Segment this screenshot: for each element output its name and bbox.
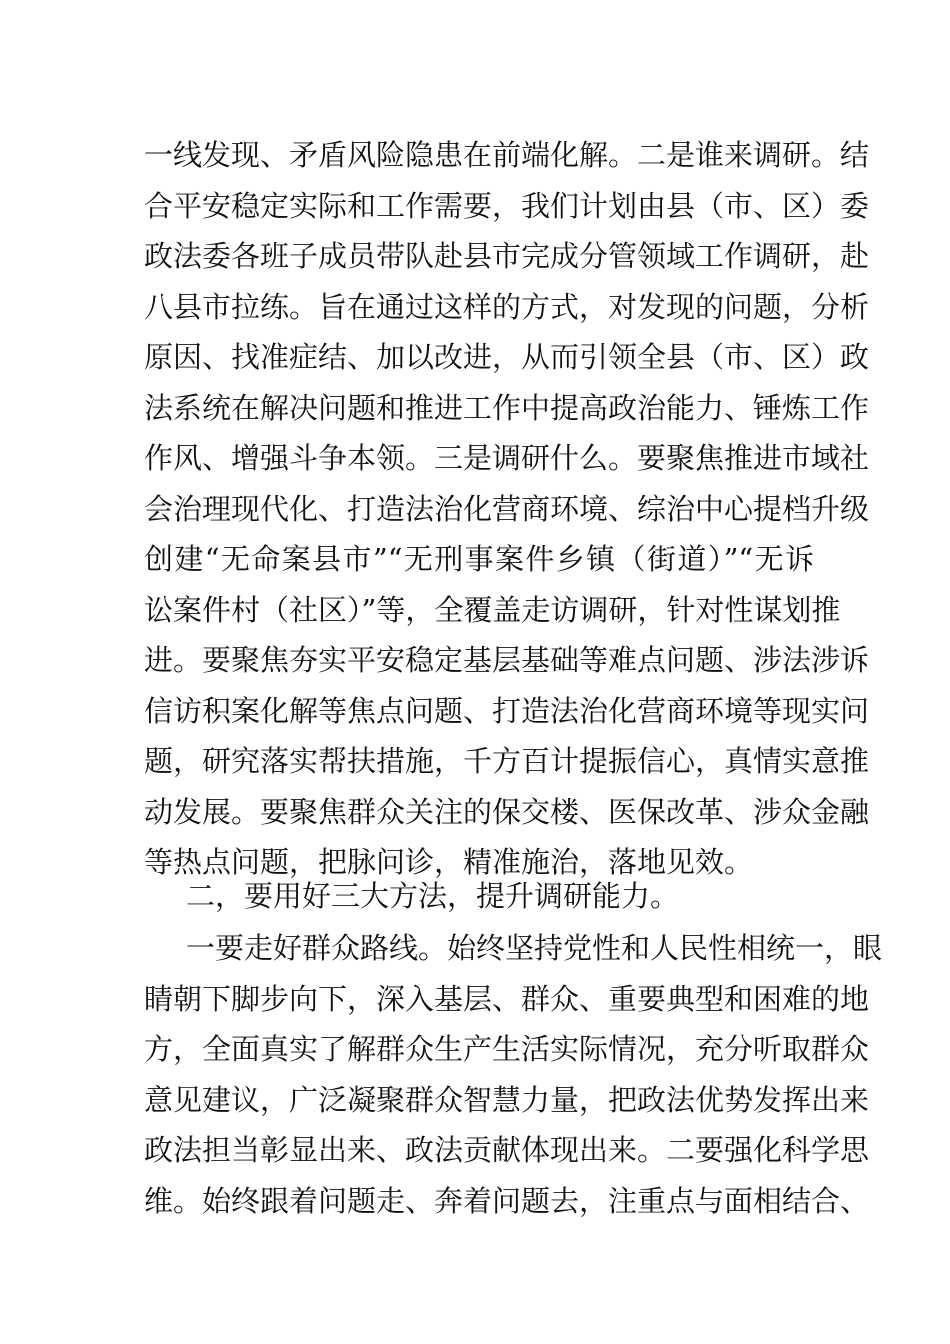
text-line: 等热点问题，把脉问诊，精准施治，落地见效。 — [144, 845, 754, 879]
text-line: 讼案件村（社区）”等，全覆盖走访调研，针对性谋划推 — [144, 593, 841, 627]
text-line: 原因、找准症结、加以改进，从而引领全县（市、区）政 — [144, 340, 870, 374]
text-line: 题，研究落实帮扶措施，千方百计提振信心，真情实意推 — [144, 744, 870, 778]
text-line: 方，全面真实了解群众生产生活实际情况，充分听取群众 — [144, 1032, 870, 1066]
text-line: 政法担当彰显出来、政法贡献体现出来。二要强化科学思 — [144, 1133, 870, 1167]
text-line: 一要走好群众路线。始终坚持党性和人民性相统一，眼 — [186, 931, 883, 965]
text-line: 合平安稳定实际和工作需要，我们计划由县（市、区）委 — [144, 189, 870, 223]
text-line: 动发展。要聚焦群众关注的保交楼、医保改革、涉众金融 — [144, 795, 870, 829]
text-line: 睛朝下脚步向下，深入基层、群众、重要典型和困难的地 — [144, 982, 870, 1016]
text-line: 创建“无命案县市”“无刑事案件乡镇（街道）”“无诉 — [144, 542, 814, 576]
text-line: 维。始终跟着问题走、奔着问题去，注重点与面相结合、 — [144, 1184, 870, 1218]
text-line: 会治理现代化、打造法治化营商环境、综治中心提档升级 — [144, 492, 870, 526]
text-line: 意见建议，广泛凝聚群众智慧力量，把政法优势发挥出来 — [144, 1083, 870, 1117]
text-line: 一线发现、矛盾风险隐患在前端化解。二是谁来调研。结 — [144, 138, 870, 172]
text-line: 作风、增强斗争本领。三是调研什么。要聚焦推进市域社 — [144, 441, 870, 475]
text-line: 八县市拉练。旨在通过这样的方式，对发现的问题，分析 — [144, 290, 870, 324]
text-line: 法系统在解决问题和推进工作中提高政治能力、锤炼工作 — [144, 391, 870, 425]
section-heading: 二，要用好三大方法，提升调研能力。 — [186, 879, 680, 913]
text-line: 信访积案化解等焦点问题、打造法治化营商环境等现实问 — [144, 694, 870, 728]
text-line: 政法委各班子成员带队赴县市完成分管领域工作调研，赴 — [144, 239, 870, 273]
text-line: 进。要聚焦夯实平安稳定基层基础等难点问题、涉法涉诉 — [144, 643, 870, 677]
